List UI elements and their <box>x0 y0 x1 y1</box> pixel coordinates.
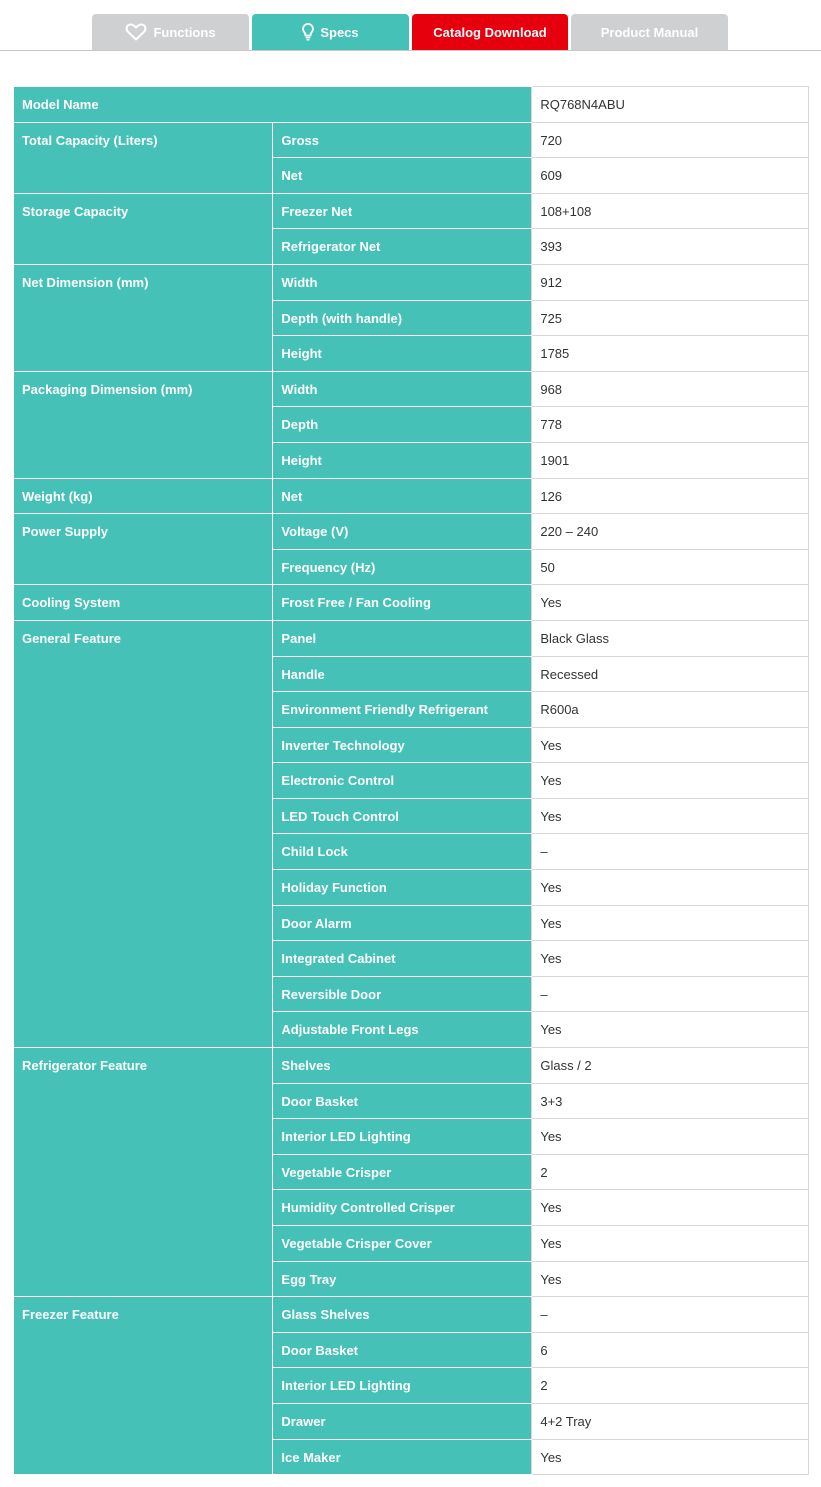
spec-label: Freezer Net <box>273 193 532 229</box>
specs-table-body <box>14 87 809 1475</box>
spec-label: Vegetable Crisper Cover <box>273 1226 532 1262</box>
spec-value: 6 <box>532 1332 809 1368</box>
spec-label: Door Alarm <box>273 905 532 941</box>
spec-label: Integrated Cabinet <box>273 941 532 977</box>
spec-category: Power Supply <box>14 514 273 585</box>
spec-label: Reversible Door <box>273 976 532 1012</box>
spec-label: Adjustable Front Legs <box>273 1012 532 1048</box>
tab-catalog-download[interactable] <box>412 14 568 50</box>
spec-value: Yes <box>532 1261 809 1297</box>
spec-row <box>14 193 809 229</box>
spec-value: Yes <box>532 1190 809 1226</box>
spec-value: Yes <box>532 1119 809 1155</box>
specs-table <box>14 86 809 1475</box>
spec-label: Gross <box>273 122 532 158</box>
spec-label: Holiday Function <box>273 870 532 906</box>
spec-label: Ice Maker <box>273 1439 532 1475</box>
spec-row <box>14 87 809 123</box>
spec-label: Height <box>273 442 532 478</box>
spec-row <box>14 264 809 300</box>
spec-category: General Feature <box>14 620 273 1047</box>
spec-value: Yes <box>532 1226 809 1262</box>
spec-row <box>14 371 809 407</box>
spec-category: Net Dimension (mm) <box>14 264 273 371</box>
spec-value: Yes <box>532 905 809 941</box>
spec-value: 2 <box>532 1368 809 1404</box>
spec-label: LED Touch Control <box>273 798 532 834</box>
spec-category: Model Name <box>14 87 532 123</box>
spec-label: Voltage (V) <box>273 514 532 550</box>
spec-label: Door Basket <box>273 1332 532 1368</box>
spec-value: 720 <box>532 122 809 158</box>
spec-value: Yes <box>532 585 809 621</box>
spec-value: 2 <box>532 1154 809 1190</box>
spec-value: 4+2 Tray <box>532 1403 809 1439</box>
spec-value: – <box>532 834 809 870</box>
spec-value: 1901 <box>532 442 809 478</box>
spec-value: R600a <box>532 692 809 728</box>
spec-value: Recessed <box>532 656 809 692</box>
spec-label: Height <box>273 336 532 372</box>
spec-label: Child Lock <box>273 834 532 870</box>
spec-label: Depth <box>273 407 532 443</box>
spec-label: Inverter Technology <box>273 727 532 763</box>
spec-row <box>14 620 809 656</box>
spec-value: Yes <box>532 763 809 799</box>
tab-specs-label: Specs <box>320 24 359 40</box>
spec-label: Shelves <box>273 1048 532 1084</box>
spec-label: Panel <box>273 620 532 656</box>
spec-category: Weight (kg) <box>14 478 273 514</box>
tab-bar <box>0 0 821 51</box>
spec-category: Storage Capacity <box>14 193 273 264</box>
spec-category: Cooling System <box>14 585 273 621</box>
spec-value: Yes <box>532 798 809 834</box>
spec-row <box>14 478 809 514</box>
spec-label: Handle <box>273 656 532 692</box>
spec-label: Environment Friendly Refrigerant <box>273 692 532 728</box>
spec-value: 912 <box>532 264 809 300</box>
spec-category: Total Capacity (Liters) <box>14 122 273 193</box>
tab-functions[interactable] <box>92 14 249 50</box>
spec-value: Yes <box>532 870 809 906</box>
spec-label: Width <box>273 371 532 407</box>
spec-row <box>14 122 809 158</box>
spec-label: Interior LED Lighting <box>273 1119 532 1155</box>
spec-label: Frost Free / Fan Cooling <box>273 585 532 621</box>
spec-row <box>14 1297 809 1333</box>
spec-label: Egg Tray <box>273 1261 532 1297</box>
tab-specs[interactable] <box>252 14 409 50</box>
spec-value: Yes <box>532 1439 809 1475</box>
spec-label: Electronic Control <box>273 763 532 799</box>
lightbulb-icon <box>302 23 314 41</box>
tab-manual-label: Product Manual <box>600 24 699 40</box>
spec-value: Glass / 2 <box>532 1048 809 1084</box>
spec-value: RQ768N4ABU <box>532 87 809 123</box>
spec-label: Glass Shelves <box>273 1297 532 1333</box>
spec-label: Frequency (Hz) <box>273 549 532 585</box>
spec-label: Vegetable Crisper <box>273 1154 532 1190</box>
spec-label: Door Basket <box>273 1083 532 1119</box>
spec-label: Humidity Controlled Crisper <box>273 1190 532 1226</box>
spec-value: 609 <box>532 158 809 194</box>
tab-catalog-label: Catalog Download <box>433 24 547 40</box>
spec-category: Packaging Dimension (mm) <box>14 371 273 478</box>
tab-functions-label: Functions <box>153 24 216 40</box>
spec-row <box>14 585 809 621</box>
spec-value: 108+108 <box>532 193 809 229</box>
spec-label: Interior LED Lighting <box>273 1368 532 1404</box>
spec-value: 393 <box>532 229 809 265</box>
spec-row <box>14 514 809 550</box>
spec-category: Freezer Feature <box>14 1297 273 1475</box>
spec-label: Depth (with handle) <box>273 300 532 336</box>
spec-label: Width <box>273 264 532 300</box>
spec-value: Yes <box>532 727 809 763</box>
spec-value: – <box>532 1297 809 1333</box>
spec-value: Yes <box>532 941 809 977</box>
spec-value: 220 – 240 <box>532 514 809 550</box>
spec-value: 50 <box>532 549 809 585</box>
spec-label: Refrigerator Net <box>273 229 532 265</box>
heart-icon <box>125 23 147 41</box>
spec-value: 778 <box>532 407 809 443</box>
spec-value: 3+3 <box>532 1083 809 1119</box>
spec-value: 1785 <box>532 336 809 372</box>
spec-row <box>14 1048 809 1084</box>
spec-value: – <box>532 976 809 1012</box>
spec-label: Drawer <box>273 1403 532 1439</box>
spec-label: Net <box>273 158 532 194</box>
spec-value: 126 <box>532 478 809 514</box>
spec-value: Black Glass <box>532 620 809 656</box>
tab-product-manual[interactable] <box>571 14 728 50</box>
spec-label: Net <box>273 478 532 514</box>
spec-value: 725 <box>532 300 809 336</box>
spec-value: 968 <box>532 371 809 407</box>
spec-value: Yes <box>532 1012 809 1048</box>
spec-category: Refrigerator Feature <box>14 1048 273 1297</box>
